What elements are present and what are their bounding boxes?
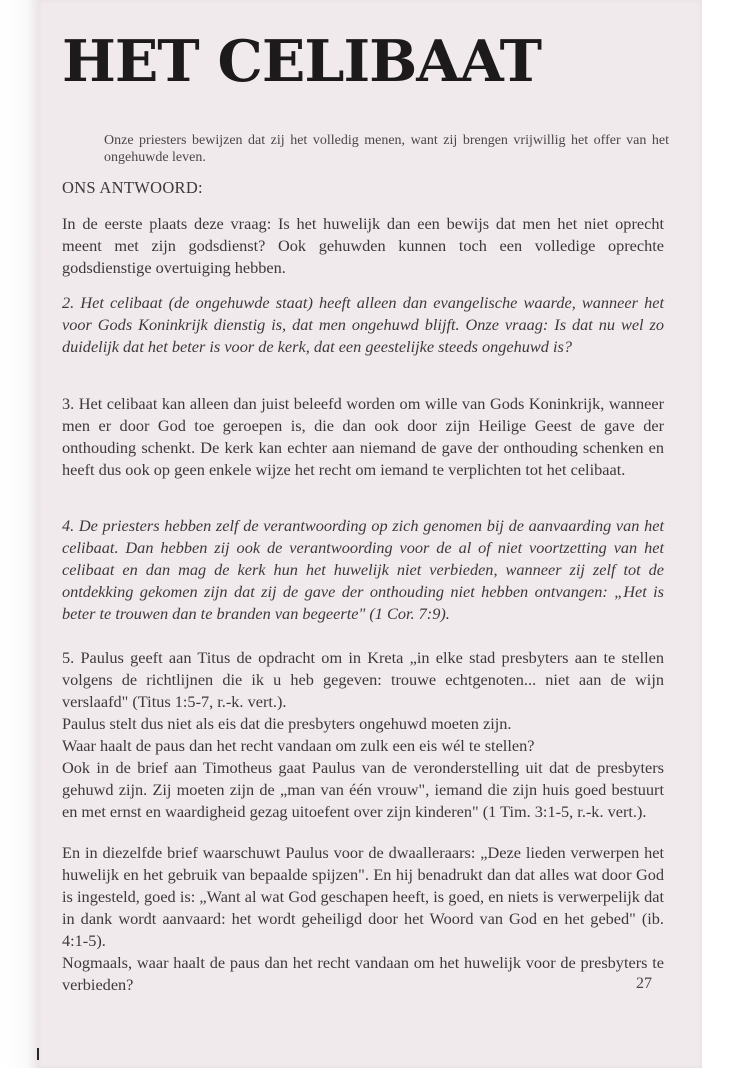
paragraph-4: 4. De priesters hebben zelf de verantwoording op zich genomen bij de aanvaarding van het celibaat. Dan hebben zij ook de verantwoording voor de al of niet voortzetting van het celibaat en dan mag de kerk hun het huwelijk niet verbieden, wanneer zij zelf tot de ontdekking gekomen zijn dat zij de gave der onthouding niet hebben ontvangen: „Het is beter te trouwen dan te branden van begeerte" (1 Cor. 7:9). xyxy=(62,516,664,623)
page-number: 27 xyxy=(636,975,652,992)
scan-mark xyxy=(37,1048,39,1060)
paragraph-3: 3. Het celibaat kan alleen dan juist beleefd worden om wille van Gods Koninkrijk, wanneer men er door God toe geroepen is, die dan ook door zijn Heilige Geest de gave der onthouding schenkt. De kerk kan echter aan niemand de gave der onthouding schenken en heeft dus ook op geen enkele wijze het recht om iemand te verplichten tot het celibaat. xyxy=(62,394,664,479)
paragraph-6: En in diezelfde brief waarschuwt Paulus voor de dwaalleraars: „Deze lieden verwerpen het huwelijk en het gebruik van bepaalde spijzen". En hij benadrukt dan dat alles wat door God is ingesteld, goed is: „Want al wat God geschapen heeft, is goed, en niets is verwerpelijk dat in dank wordt aanvaard: het wordt geheiligd door het Woord van God en het gebed" (ib. 4:1-5). Nogmaals, waar haalt de paus dan het recht vandaan om het huwelijk voor de presbyters te verbieden? xyxy=(62,843,664,994)
paragraph-2: 2. Het celibaat (de ongehuwde staat) heeft alleen dan evangelische waarde, wanneer het voor Gods Koninkrijk dienstig is, dat men ongehuwd blijft. Onze vraag: Is dat nu wel zo duidelijk dat het beter is voor de kerk, dat een geestelijke steeds ongehuwd is? xyxy=(62,293,664,356)
page-title: HET CELIBAAT xyxy=(62,28,542,95)
answer-heading: ONS ANTWOORD: xyxy=(62,178,203,197)
paragraph-5: 5. Paulus geeft aan Titus de opdracht om in Kreta „in elke stad presbyters aan te stellen volgens de richtlijnen die ik u heb gegeven: trouwe echtgenoten... niet aan de wijn verslaafd" (Titus 1:5-7, r.-k. vert.). Paulus stelt dus niet als eis dat die presbyters ongehuwd moeten zijn. Waar haalt de paus dan het recht vandaan om zulk een eis wél te stellen? Ook in de brief aan Timotheus gaat Paulus van de veronderstelling uit dat de presbyters gehuwd zijn. Zij moeten zijn de „man van één vrouw", iemand die zijn huis goed bestuurt en met ernst en waardigheid gezag uitoefent over zijn kinderen" (1 Tim. 3:1-5, r.-k. vert.). xyxy=(62,648,664,821)
page-margin-right xyxy=(702,0,738,1068)
paragraph-1: In de eerste plaats deze vraag: Is het huwelijk dan een bewijs dat men het niet oprecht meent met zijn godsdienst? Ook gehuwden kunnen toch een volledige oprechte godsdienstige overtuiging hebben. xyxy=(62,214,664,277)
claim-statement: Onze priesters bewijzen dat zij het volledig menen, want zij brengen vrijwillig het offer van het ongehuwde leven. xyxy=(104,133,669,165)
binding-gutter xyxy=(0,0,38,1068)
